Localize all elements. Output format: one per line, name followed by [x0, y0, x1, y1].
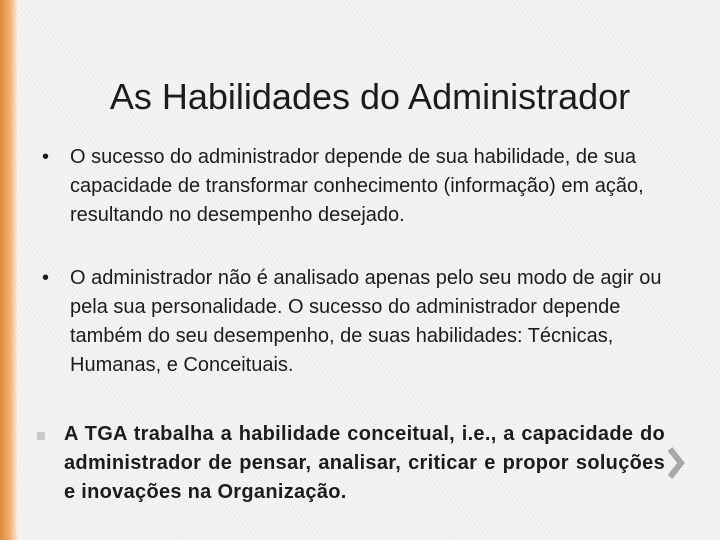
- square-bullet-icon: [37, 432, 45, 440]
- bullet-text-1: O sucesso do administrador depende de sua habilidade, de sua capacidade de transformar conhecimento (informação) em ação, resultando no desempenho desejado.: [70, 146, 644, 226]
- bullet-marker: •: [42, 146, 50, 168]
- slide-title: As Habilidades do Administrador: [109, 76, 631, 117]
- bullet-marker: •: [42, 267, 50, 289]
- highlight-paragraph: A TGA trabalha a habilidade conceitual, i.e., a capacidade do administrador de pensar, analisar, criticar e propor soluções e inovações na Organização.: [64, 423, 665, 503]
- bullet-text-2: O administrador não é analisado apenas pelo seu modo de agir ou pela sua personalidade. O sucesso do administrador depende também do seu desempenho, de suas habilidades: Técnicas, Humanas, e Conceituais.: [70, 267, 662, 376]
- chevron-right-icon[interactable]: [666, 446, 686, 480]
